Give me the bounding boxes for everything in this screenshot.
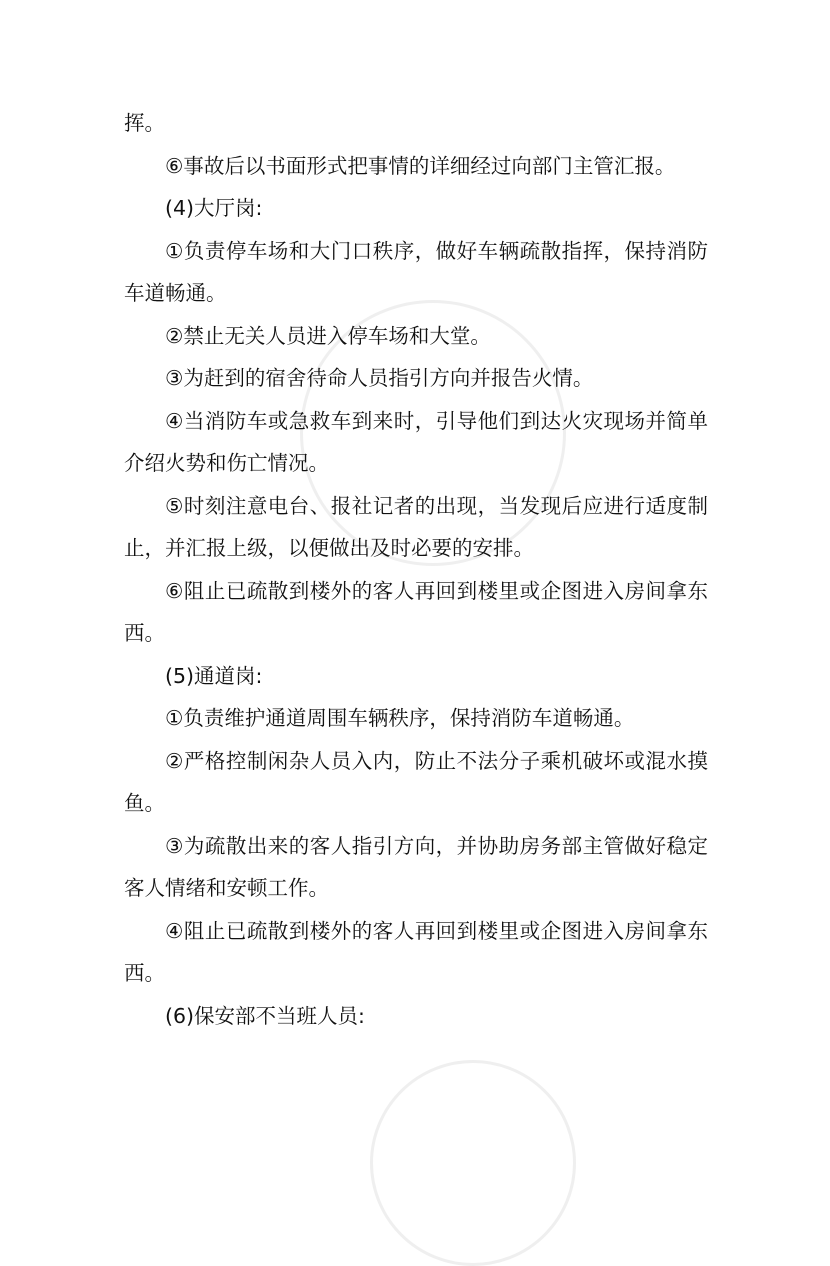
- paragraph: ⑥事故后以书面形式把事情的详细经过向部门主管汇报。: [165, 153, 676, 178]
- paragraph: 挥。: [124, 111, 165, 135]
- paragraph: ④阻止已疏散到楼外的客人再回到楼里或企图进入房间拿东西。: [124, 918, 708, 985]
- section-heading: (4)大厅岗:: [165, 196, 263, 220]
- paragraph: ⑤时刻注意电台、报社记者的出现，当发现后应进行适度制止，并汇报上级，以便做出及时必要的安排。: [124, 493, 708, 560]
- paragraph: ②严格控制闲杂人员入内，防止不法分子乘机破坏或混水摸鱼。: [124, 748, 708, 815]
- paragraph: ⑥阻止已疏散到楼外的客人再回到楼里或企图进入房间拿东西。: [124, 578, 708, 645]
- document-body: [124, 102, 708, 1037]
- paragraph: ③为赶到的宿舍待命人员指引方向并报告火情。: [165, 366, 594, 390]
- watermark-stamp: [370, 1060, 576, 1266]
- paragraph: ①负责维护通道周围车辆秩序，保持消防车道畅通。: [165, 706, 635, 730]
- paragraph: ②禁止无关人员进入停车场和大堂。: [165, 323, 491, 348]
- paragraph: ③为疏散出来的客人指引方向，并协助房务部主管做好稳定客人情绪和安顿工作。: [124, 833, 708, 900]
- section-heading: (5)通道岗:: [165, 663, 263, 688]
- paragraph: ①负责停车场和大门口秩序，做好车辆疏散指挥，保持消防车道畅通。: [124, 238, 708, 305]
- section-heading: (6)保安部不当班人员:: [165, 1003, 365, 1028]
- paragraph: ④当消防车或急救车到来时，引导他们到达火灾现场并简单介绍火势和伤亡情况。: [124, 408, 708, 475]
